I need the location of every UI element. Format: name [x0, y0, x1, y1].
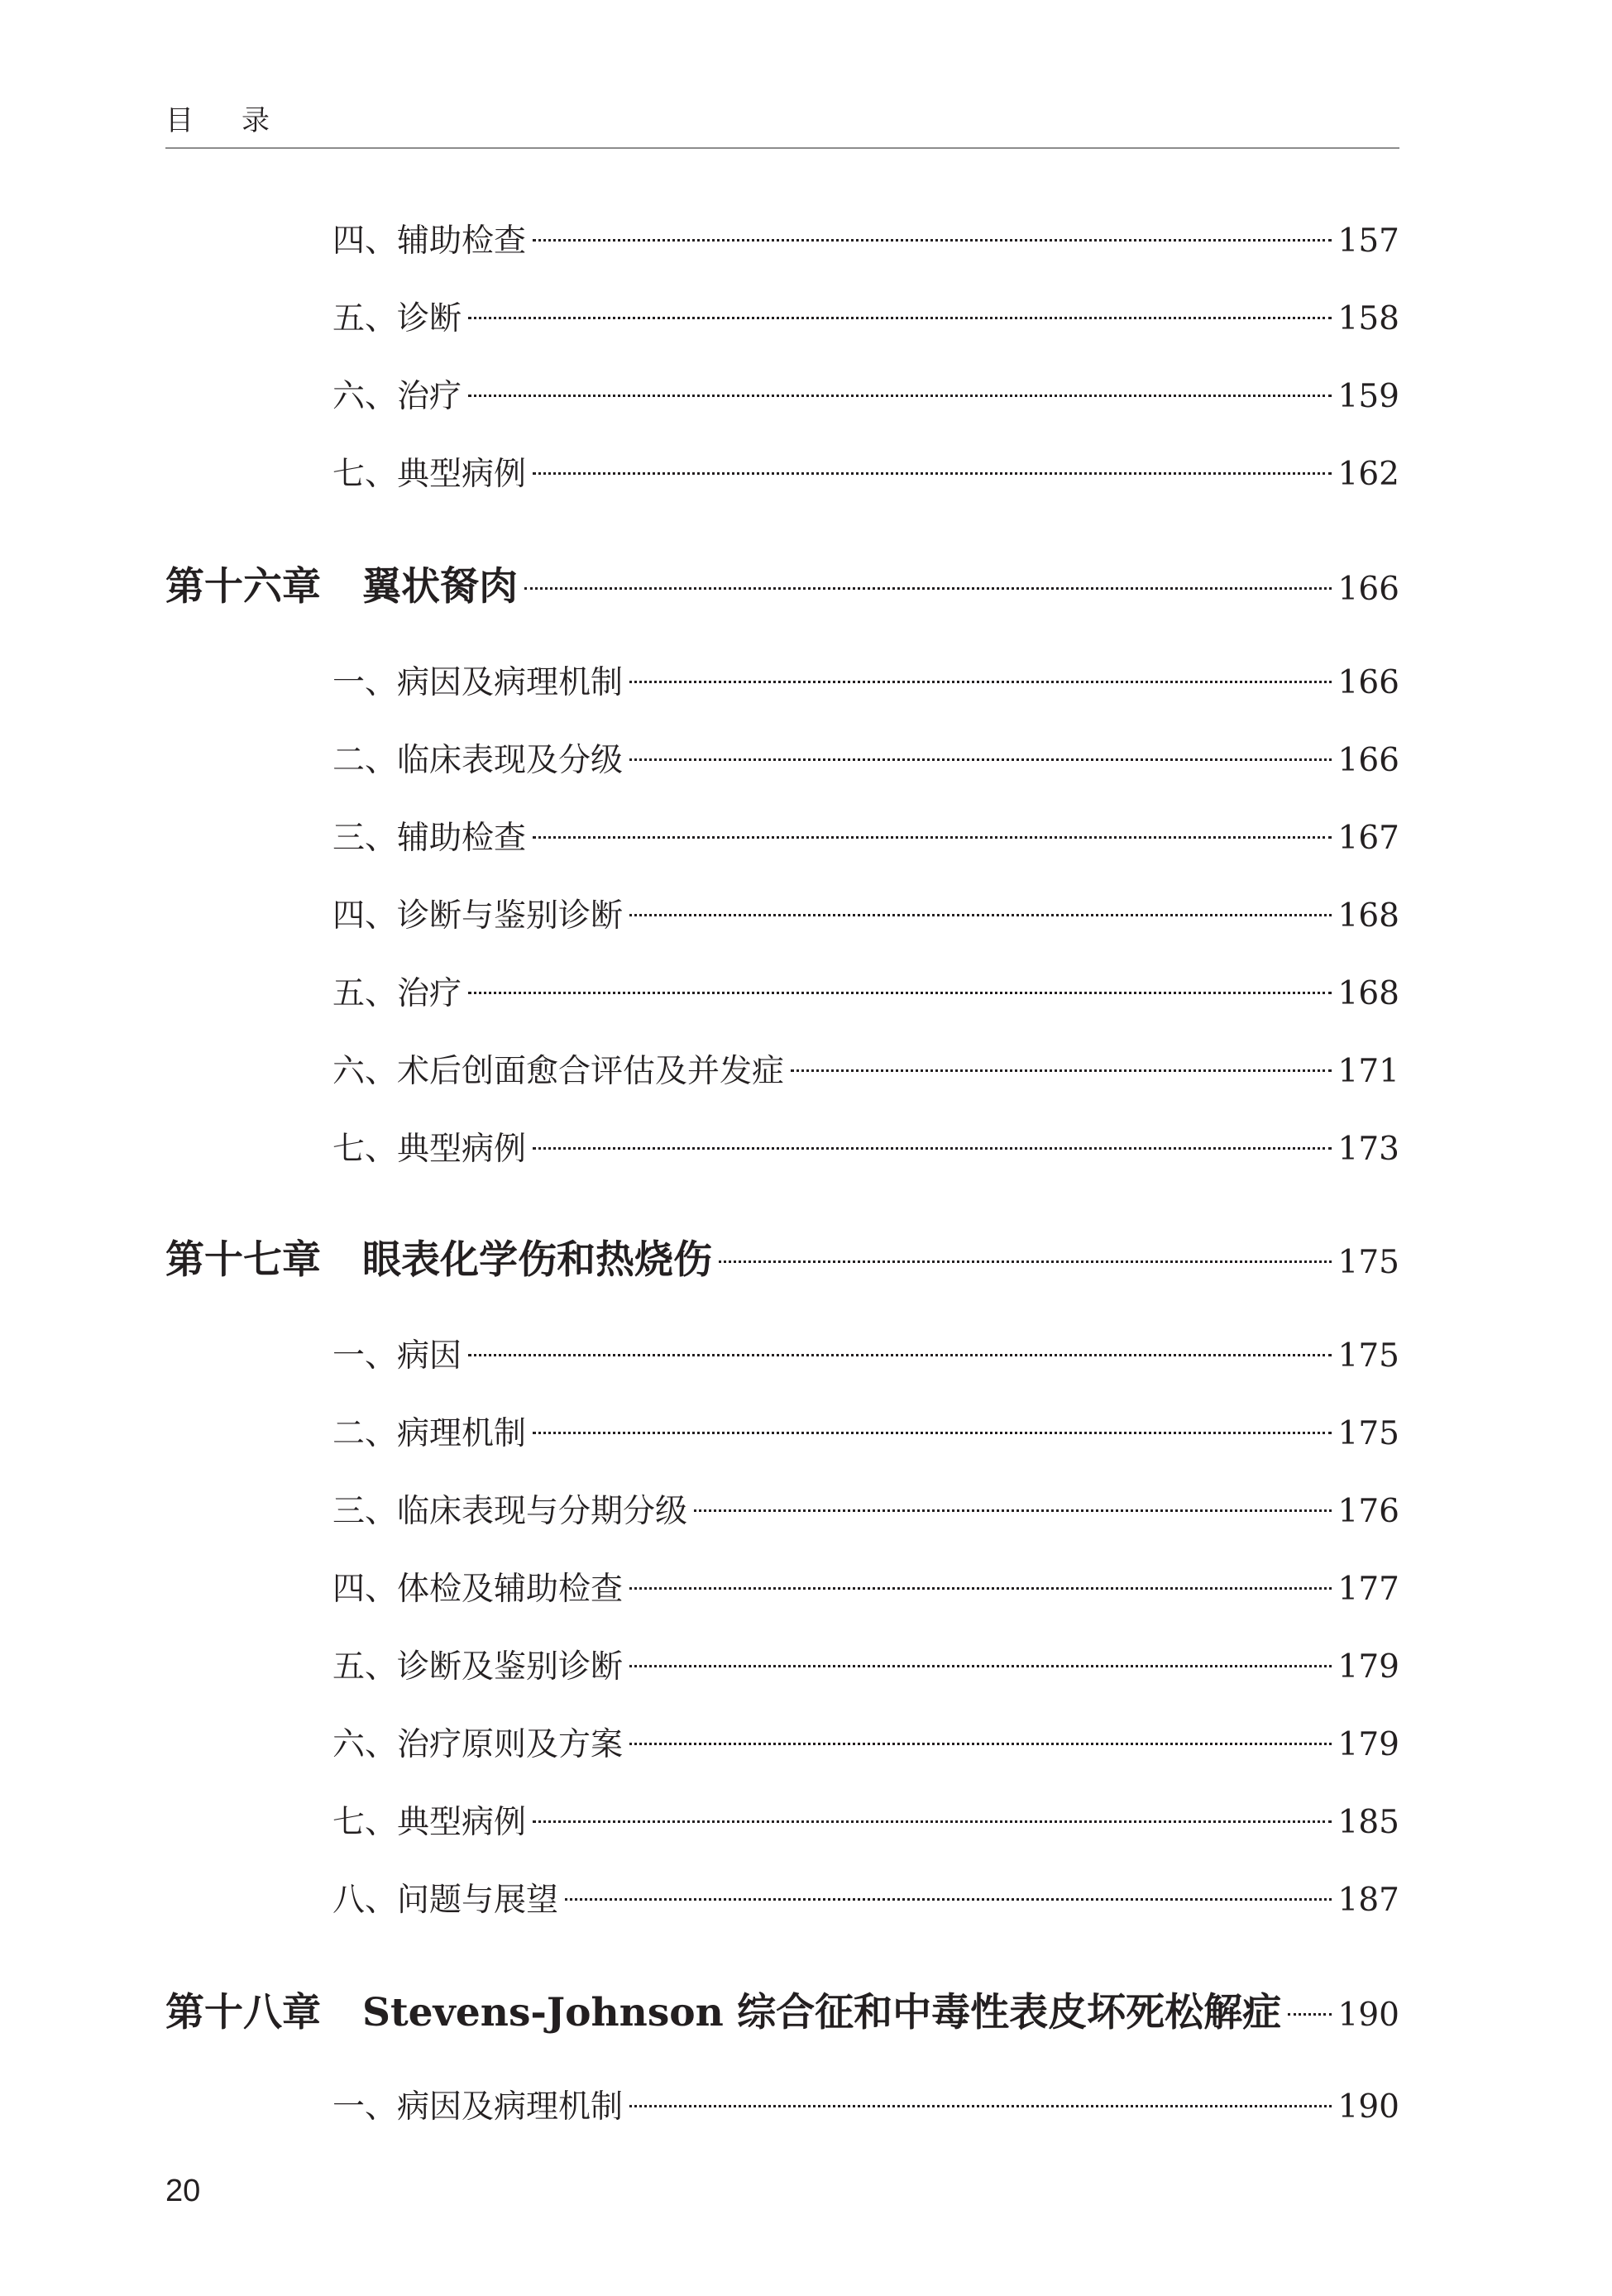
dot-leader	[1288, 2013, 1331, 2016]
toc-chapter-entry[interactable]	[165, 1988, 1399, 2038]
toc-section-entry[interactable]	[332, 1876, 1399, 1925]
entry-page-number: 168	[1337, 897, 1399, 935]
dot-leader	[468, 1354, 1332, 1356]
dot-leader	[533, 239, 1332, 242]
toc-chapter-entry[interactable]	[165, 562, 1399, 612]
entry-page-number: 166	[1337, 571, 1399, 608]
toc-section-entry[interactable]	[332, 969, 1399, 1019]
entry-page-number: 168	[1337, 975, 1399, 1012]
toc-section-entry[interactable]	[332, 1332, 1399, 1381]
entry-title: 七、典型病例	[332, 456, 527, 493]
entry-title: 五、诊断及鉴别诊断	[332, 1648, 624, 1686]
entry-title: 五、诊断	[332, 300, 462, 337]
dot-leader	[468, 317, 1332, 319]
dot-leader	[468, 992, 1332, 994]
entry-title: 四、辅助检查	[332, 222, 527, 260]
header-title: 目录	[165, 104, 318, 137]
entry-page-number: 175	[1337, 1244, 1399, 1281]
entry-title: 三、临床表现与分期分级	[332, 1493, 688, 1530]
entry-title: 七、典型病例	[332, 1131, 527, 1168]
entry-page-number: 171	[1337, 1053, 1399, 1090]
toc-section-entry[interactable]	[332, 1409, 1399, 1459]
entry-page-number: 177	[1337, 1571, 1399, 1608]
entry-page-number: 179	[1337, 1648, 1399, 1686]
dot-leader	[719, 1260, 1332, 1263]
entry-title: 七、典型病例	[332, 1804, 527, 1841]
entry-title: 一、病因及病理机制	[332, 664, 624, 701]
dot-leader	[629, 1743, 1332, 1745]
dot-leader	[468, 395, 1332, 397]
toc-section-entry[interactable]	[332, 1487, 1399, 1537]
dot-leader	[533, 1147, 1332, 1150]
chapter-title: 眼表化学伤和热烧伤	[362, 1237, 712, 1283]
entry-title: 一、病因	[332, 1337, 462, 1375]
entry-title: 三、辅助检查	[332, 820, 527, 857]
dot-leader	[533, 1820, 1332, 1823]
entry-title: 五、治疗	[332, 975, 462, 1012]
toc-section-entry[interactable]	[332, 658, 1399, 708]
entry-title	[165, 562, 518, 612]
entry-title	[165, 1236, 712, 1285]
entry-page-number: 173	[1337, 1131, 1399, 1168]
dot-leader	[791, 1069, 1332, 1072]
toc-section-entry[interactable]	[332, 1565, 1399, 1614]
entry-title: 二、临床表现及分级	[332, 742, 624, 779]
entry-page-number: 166	[1337, 742, 1399, 779]
toc-section-entry[interactable]	[332, 450, 1399, 500]
page-number: 20	[165, 2174, 201, 2208]
toc-section-entry[interactable]	[332, 1798, 1399, 1848]
entry-page-number: 175	[1337, 1415, 1399, 1452]
entry-title: 六、术后创面愈合评估及并发症	[332, 1053, 785, 1090]
toc-section-entry[interactable]	[332, 1643, 1399, 1692]
chapter-title: Stevens-Johnson 综合征和中毒性表皮坏死松解症	[362, 1990, 1282, 2035]
chapter-number: 第十七章	[165, 1237, 321, 1283]
dot-leader	[629, 681, 1332, 683]
dot-leader	[565, 1898, 1332, 1901]
entry-page-number: 158	[1337, 300, 1399, 337]
entry-page-number: 162	[1337, 456, 1399, 493]
entry-page-number: 187	[1337, 1882, 1399, 1919]
entry-title: 二、病理机制	[332, 1415, 527, 1452]
dot-leader	[629, 2105, 1332, 2107]
chapter-number: 第十六章	[165, 564, 321, 610]
toc-chapter-entry[interactable]	[165, 1236, 1399, 1285]
dot-leader	[629, 1665, 1332, 1667]
entry-page-number: 175	[1337, 1337, 1399, 1375]
dot-leader	[533, 836, 1332, 839]
entry-title: 四、诊断与鉴别诊断	[332, 897, 624, 935]
entry-page-number: 190	[1337, 2088, 1399, 2126]
dot-leader	[629, 1587, 1332, 1590]
entry-title: 六、治疗原则及方案	[332, 1726, 624, 1763]
entry-title: 六、治疗	[332, 378, 462, 415]
chapter-number: 第十八章	[165, 1990, 321, 2035]
entry-title: 四、体检及辅助检查	[332, 1571, 624, 1608]
chapter-title: 翼状胬肉	[362, 564, 518, 610]
entry-page-number: 157	[1337, 222, 1399, 260]
entry-title	[165, 1988, 1281, 2038]
entry-page-number: 167	[1337, 820, 1399, 857]
toc-section-entry[interactable]	[332, 217, 1399, 266]
entry-page-number: 179	[1337, 1726, 1399, 1763]
toc-section-entry[interactable]	[332, 372, 1399, 422]
toc-section-entry[interactable]	[332, 1047, 1399, 1097]
toc-section-entry[interactable]	[332, 814, 1399, 863]
entry-page-number: 176	[1337, 1493, 1399, 1530]
dot-leader	[524, 587, 1332, 590]
entry-title: 一、病因及病理机制	[332, 2088, 624, 2126]
dot-leader	[533, 1432, 1332, 1434]
entry-page-number: 185	[1337, 1804, 1399, 1841]
entry-title: 八、问题与展望	[332, 1882, 559, 1919]
toc-section-entry[interactable]	[332, 294, 1399, 344]
entry-page-number: 159	[1337, 378, 1399, 415]
dot-leader	[629, 914, 1332, 916]
toc-section-entry[interactable]	[332, 736, 1399, 786]
toc-section-entry[interactable]	[332, 1720, 1399, 1770]
dot-leader	[694, 1509, 1332, 1512]
entry-page-number: 166	[1337, 664, 1399, 701]
toc-section-entry[interactable]	[332, 1125, 1399, 1174]
dot-leader	[533, 472, 1332, 475]
toc-section-entry[interactable]	[332, 892, 1399, 941]
entry-page-number: 190	[1337, 1997, 1399, 2034]
dot-leader	[629, 758, 1332, 761]
toc-section-entry[interactable]	[332, 2083, 1399, 2132]
